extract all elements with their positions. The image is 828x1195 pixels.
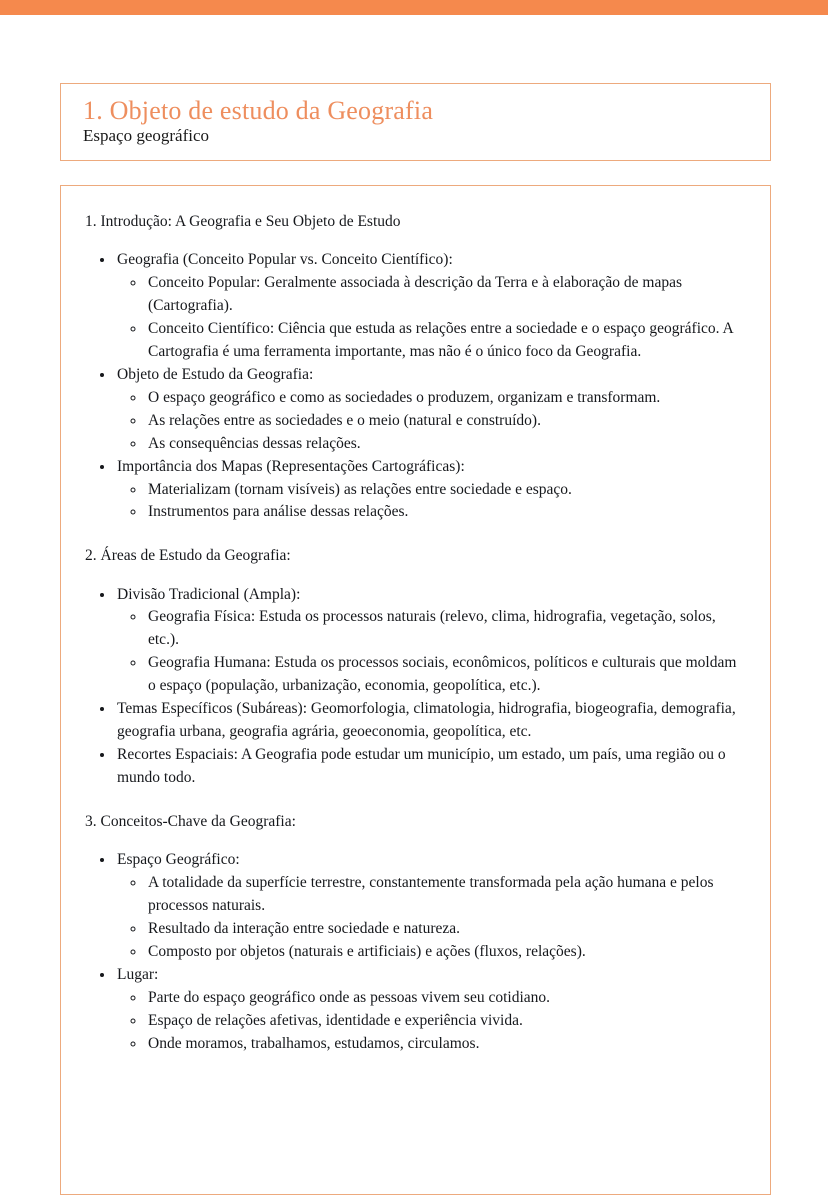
bullet-list-level-1 bbox=[85, 584, 746, 790]
bullet-list-level-2 bbox=[117, 987, 746, 1056]
document-section bbox=[85, 212, 746, 524]
list-item bbox=[115, 744, 746, 790]
list-item bbox=[115, 456, 746, 525]
list-item bbox=[115, 849, 746, 964]
sub-list-item: ◦ Instrumentos para análise dessas relações. bbox=[146, 501, 746, 524]
sub-list-item: ◦ Onde moramos, trabalhamos, estudamos, circulamos. bbox=[146, 1033, 746, 1056]
list-item-text: Espaço Geográfico: bbox=[117, 851, 240, 869]
list-item bbox=[115, 584, 746, 699]
sub-list-item: ◦ Conceito Científico: Ciência que estuda as relações entre a sociedade e o espaço geográfico. A Cartografia é uma ferramenta importante, mas não é o único foco da Geografia. bbox=[146, 318, 746, 364]
page-title: 1. Objeto de estudo da Geografia bbox=[83, 96, 434, 125]
list-item bbox=[115, 364, 746, 456]
sections-container bbox=[85, 212, 746, 1056]
bullet-list-level-2 bbox=[117, 872, 746, 964]
bullet-list-level-1 bbox=[85, 849, 746, 1055]
document-title-card bbox=[60, 83, 771, 161]
page-subtitle: Espaço geográfico bbox=[83, 126, 210, 146]
bullet-list-level-2 bbox=[117, 272, 746, 364]
list-item-text: Importância dos Mapas (Representações Cartográficas): bbox=[117, 457, 465, 475]
sub-list-item: ◦ Geografia Física: Estuda os processos naturais (relevo, clima, hidrografia, vegetação, solos, etc.). bbox=[146, 606, 746, 652]
sub-list-item: ◦ A totalidade da superfície terrestre, constantemente transformada pela ação humana e pelos processos naturais. bbox=[146, 872, 746, 918]
section-heading: 3. Conceitos-Chave da Geografia: bbox=[85, 812, 296, 830]
top-accent-band bbox=[0, 0, 828, 15]
sub-list-item: ◦ Geografia Humana: Estuda os processos sociais, econômicos, políticos e culturais que moldam o espaço (população, urbanização, economia, geopolítica, etc.). bbox=[146, 652, 746, 698]
document-content-card bbox=[60, 185, 771, 1195]
bullet-list-level-2 bbox=[117, 479, 746, 525]
bullet-list-level-1 bbox=[85, 249, 746, 524]
bullet-list-level-2 bbox=[117, 606, 746, 698]
list-item bbox=[115, 964, 746, 1056]
sub-list-item: ◦ Conceito Popular: Geralmente associada à descrição da Terra e à elaboração de mapas (Cartografia). bbox=[146, 272, 746, 318]
sub-list-item: ◦ O espaço geográfico e como as sociedades o produzem, organizam e transformam. bbox=[146, 387, 746, 410]
sub-list-item: ◦ Parte do espaço geográfico onde as pessoas vivem seu cotidiano. bbox=[146, 987, 746, 1010]
list-item bbox=[115, 249, 746, 364]
list-item-text: Recortes Espaciais: A Geografia pode estudar um município, um estado, um país, uma região ou o mundo todo. bbox=[117, 746, 726, 787]
list-item-text: Objeto de Estudo da Geografia: bbox=[117, 365, 314, 383]
list-item-text: Divisão Tradicional (Ampla): bbox=[117, 585, 301, 603]
list-item-text: Geografia (Conceito Popular vs. Conceito Científico): bbox=[117, 251, 453, 269]
document-section bbox=[85, 812, 746, 1056]
sub-list-item: ◦ Espaço de relações afetivas, identidade e experiência vivida. bbox=[146, 1010, 746, 1033]
list-item bbox=[115, 698, 746, 744]
sub-list-item: ◦ As consequências dessas relações. bbox=[146, 433, 746, 456]
sub-list-item: ◦ Composto por objetos (naturais e artificiais) e ações (fluxos, relações). bbox=[146, 941, 746, 964]
section-heading: 1. Introdução: A Geografia e Seu Objeto de Estudo bbox=[85, 213, 401, 230]
document-section bbox=[85, 546, 746, 790]
list-item-text: Lugar: bbox=[117, 965, 159, 983]
list-item-text: Temas Específicos (Subáreas): Geomorfologia, climatologia, hidrografia, biogeografia, demografia, geografia urbana, geografia agrária, geoeconomia, geopolítica, etc. bbox=[117, 700, 736, 741]
bullet-list-level-2 bbox=[117, 387, 746, 456]
section-heading: 2. Áreas de Estudo da Geografia: bbox=[85, 547, 291, 565]
sub-list-item: ◦ As relações entre as sociedades e o meio (natural e construído). bbox=[146, 410, 746, 433]
sub-list-item: ◦ Resultado da interação entre sociedade e natureza. bbox=[146, 918, 746, 941]
sub-list-item: ◦ Materializam (tornam visíveis) as relações entre sociedade e espaço. bbox=[146, 479, 746, 502]
